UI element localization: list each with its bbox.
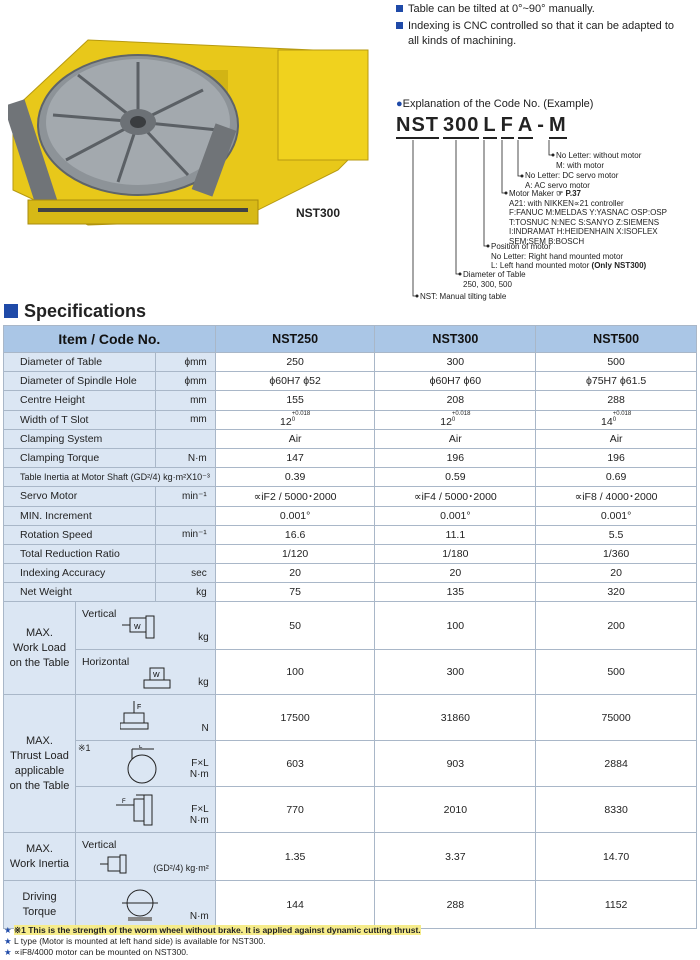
table-row [4, 353, 697, 372]
cell: 196 [536, 448, 697, 467]
cell: 903 [375, 741, 536, 787]
row-label: Diameter of Spindle Hole [4, 372, 156, 391]
cell: 0.001° [215, 506, 375, 525]
cell: ϕ60H7 ϕ60 [375, 372, 536, 391]
cell: 770 [215, 787, 375, 833]
row-label: Indexing Accuracy [4, 564, 156, 583]
cell: 196 [375, 448, 536, 467]
table-row [4, 881, 697, 929]
product-label: NST300 [296, 206, 341, 220]
sub-driving: N·m [75, 881, 215, 929]
row-unit: min⁻¹ [155, 525, 215, 544]
cell: 144 [215, 881, 375, 929]
row-unit: mm [155, 391, 215, 410]
cell: 200 [536, 602, 697, 650]
row-label: Rotation Speed [4, 525, 156, 544]
code-explanation-title: ●Explanation of the Code No. (Example) [396, 98, 594, 110]
sub-thrust-axial: F N [75, 695, 215, 741]
horizontal-load-icon [142, 664, 192, 692]
header-item: Item / Code No. [4, 326, 216, 353]
row-label: Total Reduction Ratio [4, 544, 156, 563]
table-row [4, 448, 697, 467]
cell: 603 [215, 741, 375, 787]
table-row [4, 487, 697, 506]
cell: 20 [375, 564, 536, 583]
cell: 31860 [375, 695, 536, 741]
row-label: Servo Motor [4, 487, 156, 506]
cell: 5.5 [536, 525, 697, 544]
table-header-row [4, 326, 697, 353]
header-section [0, 0, 700, 300]
code-note-diameter: Diameter of Table 250, 300, 500 [463, 270, 526, 289]
group-work-inertia: MAX. Work Inertia [4, 833, 76, 881]
cell: Air [375, 429, 536, 448]
square-bullet-icon [4, 304, 18, 318]
cell: Air [536, 429, 697, 448]
axial-thrust-icon [120, 701, 160, 733]
row-label: Diameter of Table [4, 353, 156, 372]
svg-text:F: F [136, 704, 142, 712]
code-note-servo: No Letter: DC servo motor A: AC servo motor [525, 171, 619, 190]
footnotes [4, 925, 421, 958]
cell: 75000 [536, 695, 697, 741]
table-row [4, 833, 697, 881]
cell: 100 [375, 602, 536, 650]
header-nst500: NST500 [536, 326, 697, 353]
cell: 0.59 [375, 468, 536, 487]
cell: $12^{+0.018 0}$ [215, 410, 375, 429]
row-unit: mm [155, 410, 215, 429]
footnote: ★ ∝iF8/4000 motor can be mounted on NST300. [4, 947, 189, 957]
sub-thrust-moment: ※1 L F×L N·m [75, 741, 215, 787]
cell: 288 [375, 881, 536, 929]
cell: 288 [536, 391, 697, 410]
row-unit: kg [155, 583, 215, 602]
cell: 1/360 [536, 544, 697, 563]
cell: ϕ75H7 ϕ61.5 [536, 372, 697, 391]
svg-text:W: W [133, 624, 141, 632]
code-part: A [518, 114, 533, 139]
svg-text:W: W [152, 672, 160, 680]
feature-bullet: Indexing is CNC controlled so that it can be adapted to all kinds of machining. [396, 19, 686, 49]
code-note-maker: Motor Maker ☞ P.37 A21: with NIKKEN∝21 controller F:FANUC M:MELDAS Y:YASNAC OSP:OSP T:TOSNUC N:NEC S:SANYO Z:SIEMENS I:INDRAMAT H:HEIDENHAIN X:ISOFLEX SEM:SEM B:BOSCH [509, 189, 667, 246]
table-row [4, 372, 697, 391]
cell: ϕ60H7 ϕ52 [215, 372, 375, 391]
row-label: Clamping System [4, 429, 156, 448]
code-part: L [483, 114, 496, 139]
cell: $14^{+0.018 0}$ [536, 410, 697, 429]
moment-thrust-icon [120, 745, 164, 785]
cell: ∝iF2 / 5000･2000 [215, 487, 375, 506]
table-row [4, 391, 697, 410]
table-row [4, 650, 697, 695]
svg-text:F: F [121, 799, 126, 806]
code-part: NST [396, 114, 439, 139]
code-note-position: Position of motor No Letter: Right hand mounted motor L: Left hand mounted motor (Only NST300) [491, 242, 647, 270]
cell: 147 [215, 448, 375, 467]
cell: 14.70 [536, 833, 697, 881]
table-row [4, 525, 697, 544]
cell: 300 [375, 353, 536, 372]
cell: 0.001° [375, 506, 536, 525]
cell: 250 [215, 353, 375, 372]
code-part: F [501, 114, 514, 139]
header-nst250: NST250 [215, 326, 375, 353]
cell: 20 [215, 564, 375, 583]
cell: 2884 [536, 741, 697, 787]
table-row [4, 695, 697, 741]
row-unit: sec [155, 564, 215, 583]
cell: 16.6 [215, 525, 375, 544]
sub-inertia-vertical: Vertical (GD²/4) kg·m² [75, 833, 215, 881]
group-thrust-load: MAX. Thrust Load applicable on the Table [4, 695, 76, 833]
table-row [4, 544, 697, 563]
table-row [4, 787, 697, 833]
sub-vertical: Vertical W kg [75, 602, 215, 650]
group-work-load: MAX. Work Load on the Table [4, 602, 76, 695]
cell: 300 [375, 650, 536, 695]
code-note-motor: No Letter: without motor M: with motor [556, 151, 642, 170]
table-row [4, 506, 697, 525]
cell: ∝iF8 / 4000･2000 [536, 487, 697, 506]
cell: 500 [536, 650, 697, 695]
code-part: 300 [443, 114, 479, 139]
row-label: Table Inertia at Motor Shaft (GD²/4) kg·m²X10⁻³ [4, 468, 216, 487]
cell: 2010 [375, 787, 536, 833]
cell: 0.001° [536, 506, 697, 525]
table-row [4, 583, 697, 602]
row-unit: min⁻¹ [155, 487, 215, 506]
cell: 1152 [536, 881, 697, 929]
row-unit: ϕmm [155, 372, 215, 391]
table-row [4, 741, 697, 787]
spec-table [3, 325, 697, 929]
row-label: Width of T Slot [4, 410, 156, 429]
cell: 20 [536, 564, 697, 583]
footnote: ★ ※1 This is the strength of the worm wheel without brake. It is applied against dynamic cutting thrust. [4, 925, 421, 935]
cell: Air [215, 429, 375, 448]
cell: 500 [536, 353, 697, 372]
code-note-series: NST: Manual tilting table [420, 292, 507, 301]
cell: 135 [375, 583, 536, 602]
sub-thrust-side: F F×L N·m [75, 787, 215, 833]
header-nst300: NST300 [375, 326, 536, 353]
row-unit: ϕmm [155, 353, 215, 372]
cell: 1.35 [215, 833, 375, 881]
cell: 8330 [536, 787, 697, 833]
footnote: ★ L type (Motor is mounted at left hand side) is available for NST300. [4, 936, 266, 946]
cell: 17500 [215, 695, 375, 741]
row-label: Centre Height [4, 391, 156, 410]
side-thrust-icon [112, 793, 162, 827]
cell: 11.1 [375, 525, 536, 544]
group-driving-torque: Driving Torque [4, 881, 76, 929]
row-unit: N·m [155, 448, 215, 467]
feature-bullet: Table can be tilted at 0°~90° manually. [396, 2, 686, 17]
code-part: M [549, 114, 567, 139]
cell: 0.39 [215, 468, 375, 487]
table-row [4, 410, 697, 429]
row-unit [155, 544, 215, 563]
table-row [4, 564, 697, 583]
cell: 0.69 [536, 468, 697, 487]
cell: 1/120 [215, 544, 375, 563]
torque-icon [120, 887, 164, 923]
row-label: Clamping Torque [4, 448, 156, 467]
table-row [4, 468, 697, 487]
cell: 320 [536, 583, 697, 602]
cell: 208 [375, 391, 536, 410]
cell: 155 [215, 391, 375, 410]
specifications-title: Specifications [4, 300, 146, 322]
cell: 100 [215, 650, 375, 695]
code-part: - [537, 114, 545, 136]
cell: 50 [215, 602, 375, 650]
vertical-load-icon [120, 614, 170, 644]
inertia-icon [98, 853, 138, 877]
cell: 3.37 [375, 833, 536, 881]
cell: ∝iF4 / 5000･2000 [375, 487, 536, 506]
cell: $12^{+0.018 0}$ [375, 410, 536, 429]
row-unit [155, 506, 215, 525]
table-row [4, 602, 697, 650]
table-row [4, 429, 697, 448]
sub-horizontal: Horizontal W kg [75, 650, 215, 695]
row-label: Net Weight [4, 583, 156, 602]
row-label: MIN. Increment [4, 506, 156, 525]
row-unit [155, 429, 215, 448]
cell: 1/180 [375, 544, 536, 563]
svg-text:L: L [138, 745, 143, 751]
cell: 75 [215, 583, 375, 602]
